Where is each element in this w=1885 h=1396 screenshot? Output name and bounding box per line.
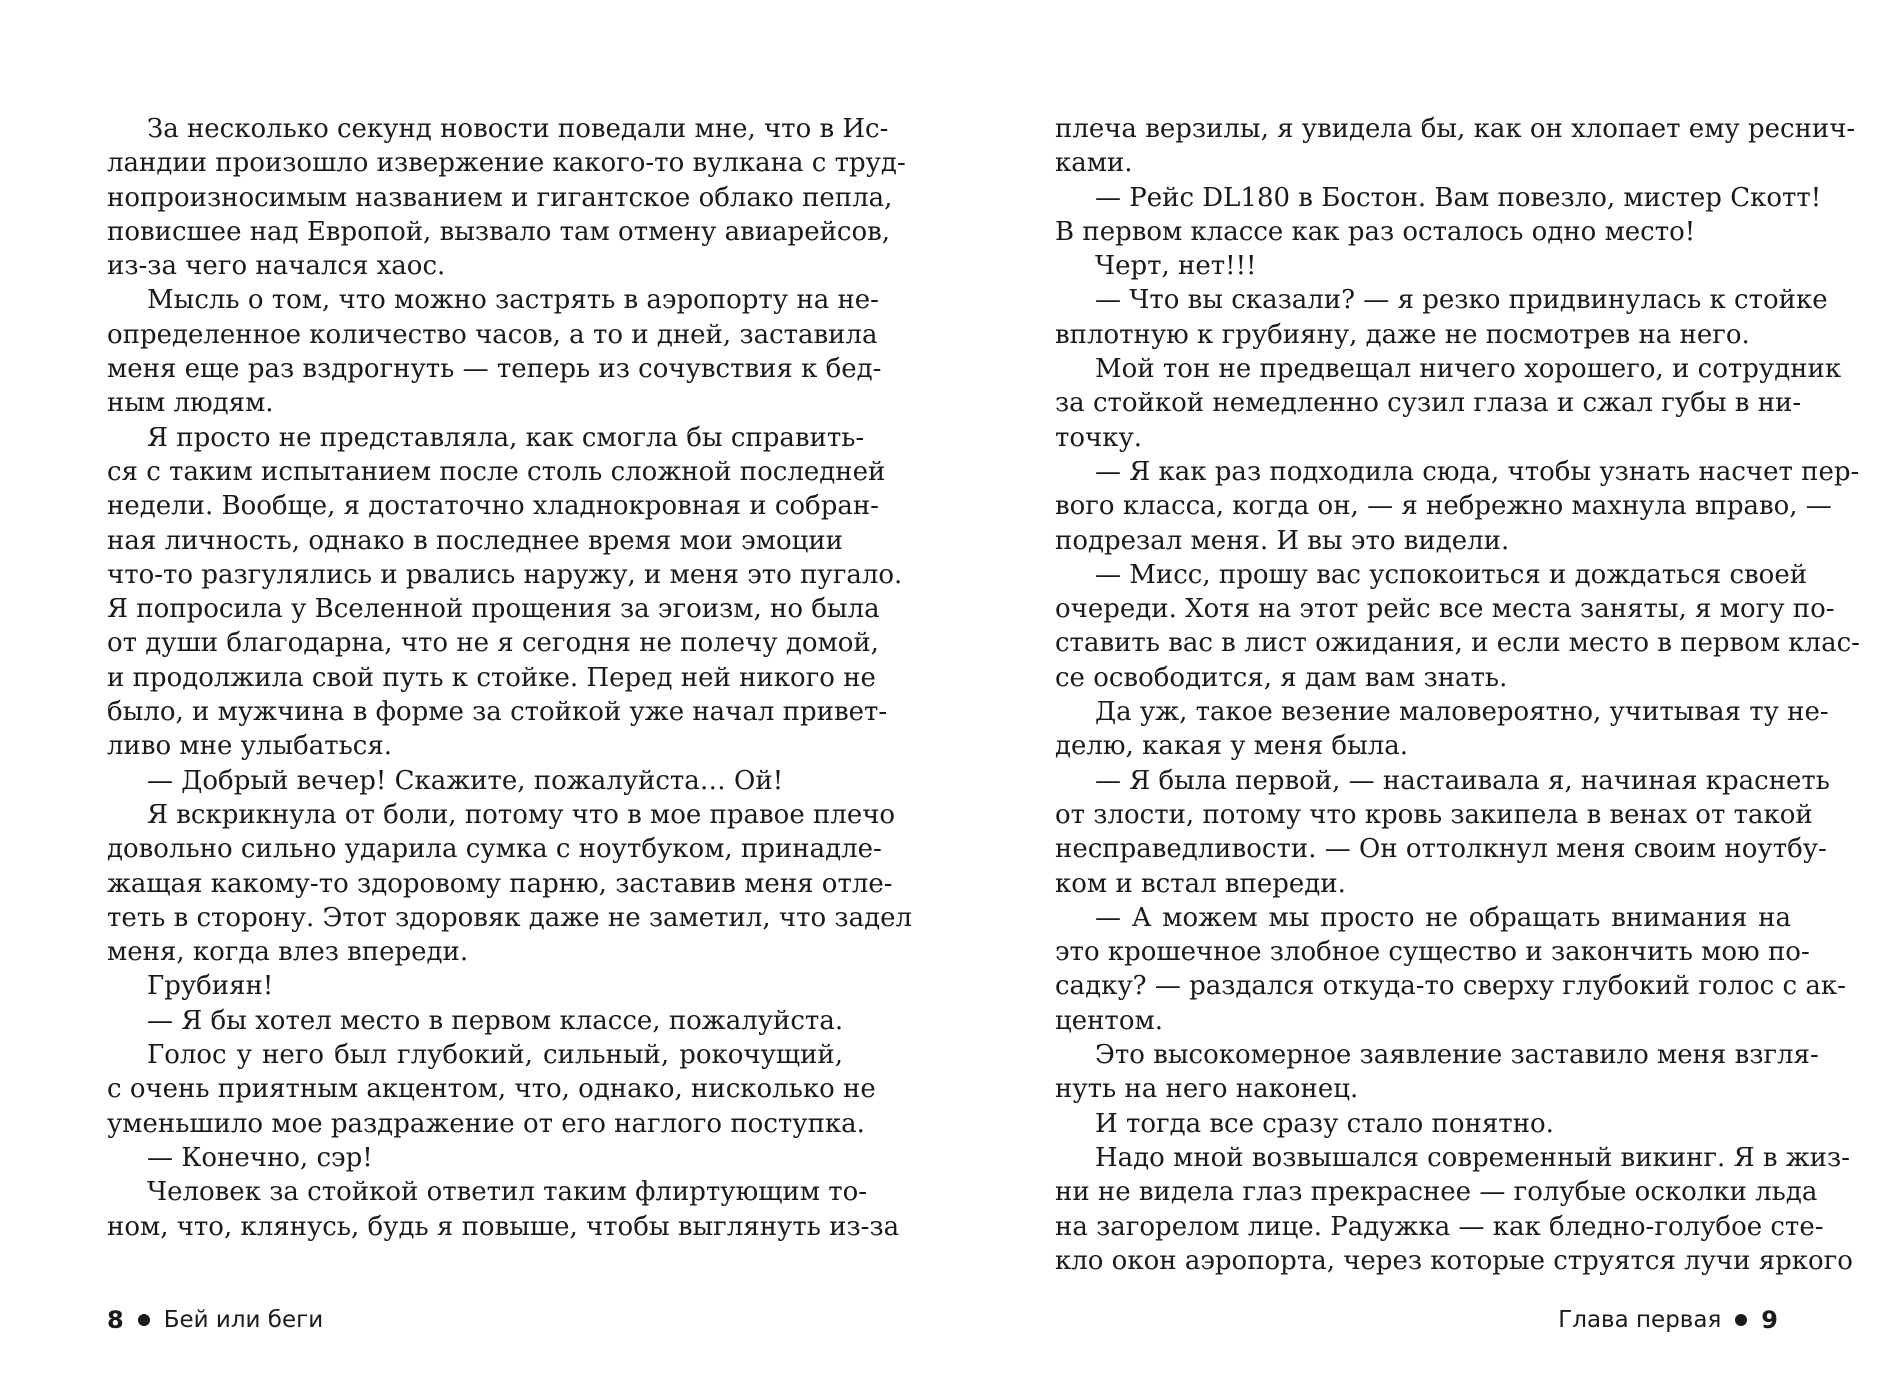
chapter-title: Глава первая [1558, 1307, 1722, 1333]
right-page-number: 9 [1761, 1306, 1778, 1334]
text-line: Грубиян! [147, 971, 274, 1002]
left-page-text [107, 112, 912, 1244]
right-page [1055, 112, 1860, 1278]
text-line: определенное количество часов, а то и дней, заставила [107, 319, 878, 350]
left-page-number: 8 [107, 1306, 124, 1334]
text-line: повисшее над Европой, вызвало там отмену авиарейсов, [107, 216, 891, 247]
text-line: Это высокомерное заявление заставило меня взгля- [1095, 1040, 1819, 1071]
text-line: — Конечно, сэр! [147, 1142, 373, 1173]
text-line: довольно сильно ударила сумка с ноутбуком, принадле- [107, 834, 882, 865]
text-line: уменьшило мое раздражение от его наглого поступка. [107, 1108, 865, 1139]
text-line: центом. [1055, 1005, 1163, 1036]
text-line: это крошечное злобное существо и закончить мою по- [1055, 937, 1810, 968]
text-line: и продолжила свой путь к стойке. Перед ней никого не [107, 662, 876, 693]
text-line: делю, какая у меня была. [1055, 731, 1409, 762]
text-line: из-за чего начался хаос. [107, 251, 446, 282]
text-line: ком и встал впереди. [1055, 868, 1346, 899]
text-line: — Что вы сказали? — я резко придвинулась к стойке [1095, 285, 1828, 316]
text-line: что-то разгулялись и рвались наружу, и меня это пугало. [107, 559, 903, 590]
text-line: вого класса, когда он, — я небрежно махнула вправо, — [1055, 491, 1832, 522]
bullet-separator-icon [138, 1314, 150, 1326]
text-line: с очень приятным акцентом, что, однако, нисколько не [107, 1074, 876, 1105]
text-line: се освободится, я дам вам знать. [1055, 662, 1508, 693]
text-line: ни не видела глаз прекраснее — голубые осколки льда [1055, 1177, 1818, 1208]
text-line: ландии произошло извержение какого-то вулкана с труд- [107, 148, 906, 179]
text-line: — Я была первой, — настаивала я, начиная краснеть [1095, 765, 1830, 796]
text-line: — Добрый вечер! Скажите, пожалуйста… Ой! [147, 765, 784, 796]
text-line: Голос у него был глубокий, сильный, рокочущий, [147, 1040, 843, 1071]
text-line: В первом классе как раз осталось одно место! [1055, 216, 1696, 247]
right-page-footer [1558, 1306, 1778, 1334]
text-line: на загорелом лице. Радужка — как бледно-голубое сте- [1055, 1211, 1824, 1242]
text-line: недели. Вообще, я достаточно хладнокровная и собран- [107, 491, 879, 522]
text-line: Я вскрикнула от боли, потому что в мое правое плечо [147, 799, 896, 830]
text-line: вплотную к грубияну, даже не посмотрев на него. [1055, 319, 1750, 350]
text-line: Надо мной возвышался современный викинг. Я в жиз- [1095, 1142, 1850, 1173]
text-line: садку? — раздался откуда-то сверху глубокий голос с ак- [1055, 971, 1846, 1002]
text-line: Мысль о том, что можно застрять в аэропорту на не- [147, 285, 879, 316]
text-line: ным людям. [107, 388, 274, 419]
text-line: плеча верзилы, я увидела бы, как он хлопает ему реснич- [1055, 114, 1856, 144]
text-line: — Мисс, прошу вас успокоиться и дождаться своей [1095, 559, 1808, 590]
text-line: ставить вас в лист ожидания, и если место в первом клас- [1055, 628, 1860, 659]
text-line: нопроизносимым названием и гигантское облако пепла, [107, 182, 893, 213]
left-page-footer [107, 1306, 323, 1334]
text-line: за стойкой немедленно сузил глаза и сжал губы в ни- [1055, 388, 1802, 419]
text-line: Я попросила у Вселенной прощения за эгоизм, но была [107, 594, 880, 625]
text-line: ся с таким испытанием после столь сложной последней [107, 456, 886, 487]
text-line: И тогда все сразу стало понятно. [1095, 1108, 1554, 1139]
text-line: подрезал меня. И вы это видели. [1055, 525, 1510, 556]
text-line: Человек за стойкой ответил таким флиртующим то- [147, 1177, 868, 1208]
left-page [107, 112, 912, 1244]
text-line: Черт, нет!!! [1095, 251, 1257, 282]
text-line: — Я как раз подходила сюда, чтобы узнать насчет пер- [1095, 456, 1860, 487]
right-page-text [1055, 112, 1860, 1278]
text-line: точку. [1055, 422, 1143, 453]
text-line: меня еще раз вздрогнуть — теперь из сочувствия к бед- [107, 354, 882, 385]
text-line: — А можем мы просто не обращать внимания на [1095, 902, 1791, 933]
text-line: несправедливости. — Он оттолкнул меня своим ноутбу- [1055, 834, 1827, 865]
text-line: ная личность, однако в последнее время мои эмоции [107, 525, 843, 556]
text-line: Я просто не представляла, как смогла бы справить- [147, 422, 865, 453]
text-line: ливо мне улыбаться. [107, 731, 393, 762]
text-line: кло окон аэропорта, через которые струятся лучи яркого [1055, 1245, 1853, 1276]
text-line: было, и мужчина в форме за стойкой уже начал привет- [107, 697, 888, 728]
text-line: — Рейс DL180 в Бостон. Вам повезло, мистер Скотт! [1095, 182, 1822, 213]
text-line: Мой тон не предвещал ничего хорошего, и сотрудник [1095, 354, 1842, 385]
text-line: от злости, потому что кровь закипела в венах от такой [1055, 799, 1813, 830]
text-line: жащая какому-то здоровому парню, заставив меня отле- [107, 868, 893, 899]
text-line: от души благодарна, что не я сегодня не полечу домой, [107, 628, 879, 659]
text-line: меня, когда влез впереди. [107, 937, 469, 968]
text-line: За несколько секунд новости поведали мне, что в Ис- [147, 114, 889, 144]
bullet-separator-icon [1735, 1314, 1747, 1326]
text-line: нуть на него наконец. [1055, 1074, 1359, 1105]
text-line: ками. [1055, 148, 1133, 179]
text-line: теть в сторону. Этот здоровяк даже не заметил, что задел [107, 902, 912, 933]
book-title: Бей или беги [163, 1307, 324, 1333]
text-line: — Я бы хотел место в первом классе, пожалуйста. [147, 1005, 844, 1036]
text-line: ном, что, клянусь, будь я повыше, чтобы выглянуть из-за [107, 1211, 900, 1242]
text-line: Да уж, такое везение маловероятно, учитывая ту не- [1095, 697, 1829, 728]
text-line: очереди. Хотя на этот рейс все места заняты, я могу по- [1055, 594, 1835, 625]
